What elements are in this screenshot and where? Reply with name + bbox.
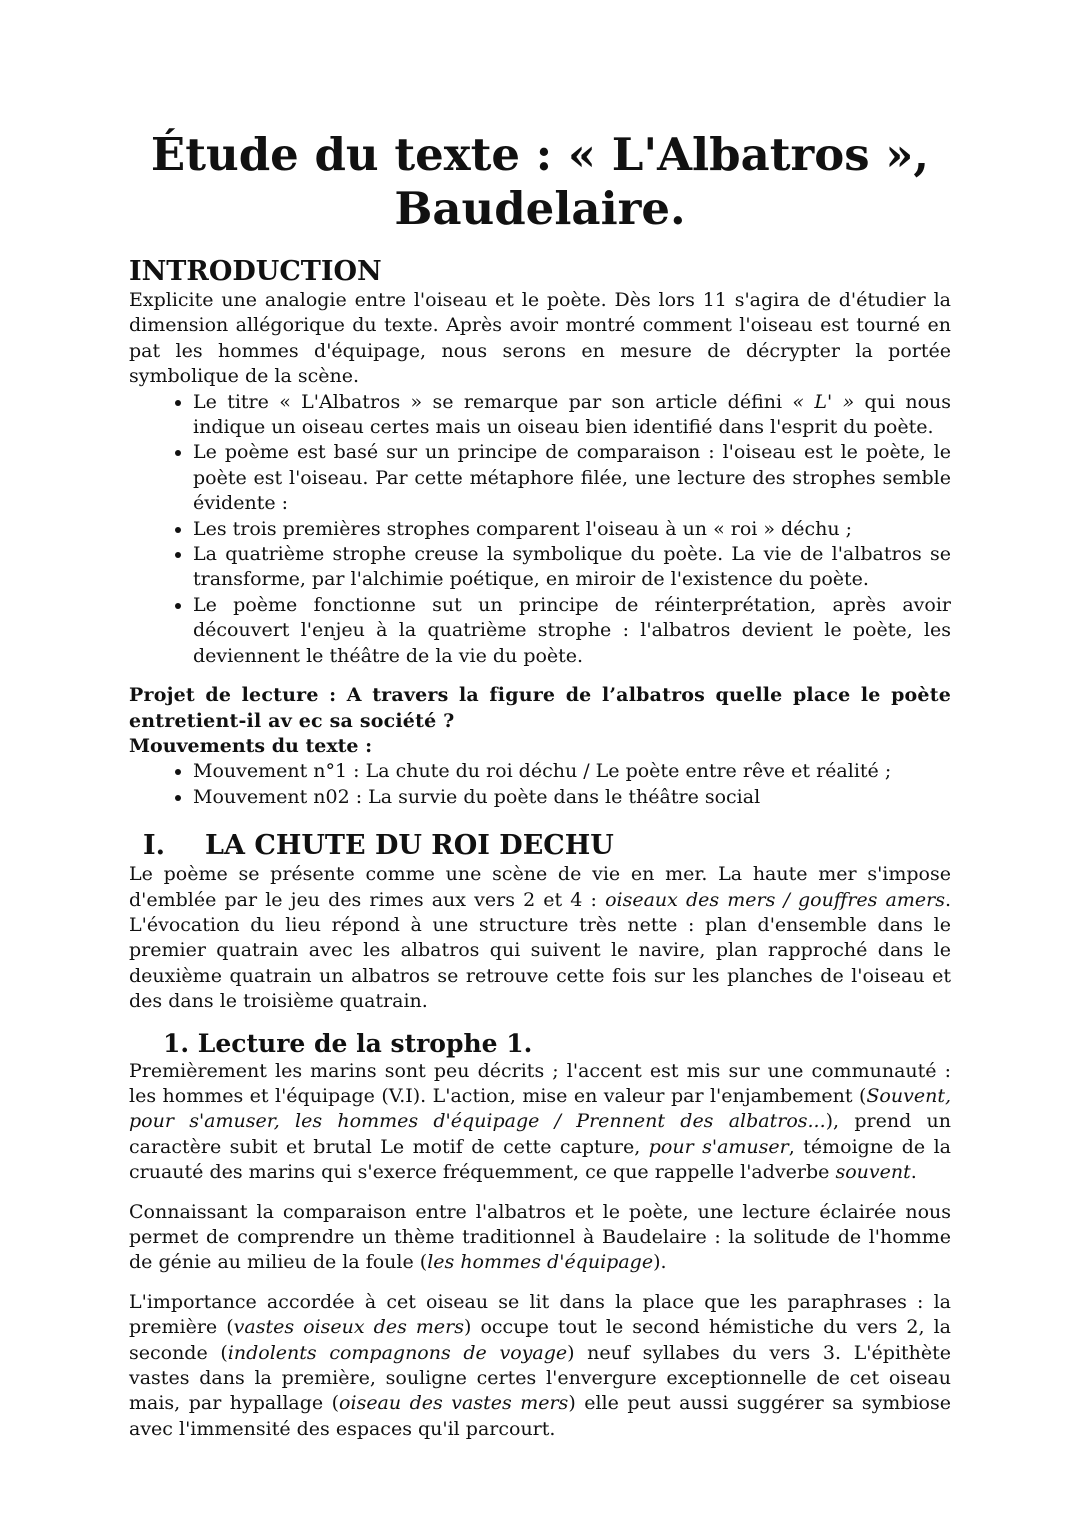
section-heading <box>129 830 951 862</box>
section-number: I. <box>143 830 166 862</box>
list-item: • Le poème fonctionne sut un principe de réinterprétation, après avoir découvert l'enjeu à la quatrième strophe : l'albatros devient le poète, les deviennent le théâtre de la vie du poète. <box>193 593 951 669</box>
section-paragraph: Premièrement les marins sont peu décrits ; l'accent est mis sur une communauté : les hommes et l'équipage (V.I). L'action, mise en valeur par l'enjambement (Souvent, pour s'amuser, les hommes d'équipage / Prennent des albatros...), prend un caractère subit et brutal Le motif de cette capture, pour s'amuser, témoigne de la cruauté des marins qui s'exerce fréquemment, ce que rappelle l'adverbe souvent. <box>129 1059 951 1184</box>
introduction-paragraph: Explicite une analogie entre l'oiseau et le poète. Dès lors 11 s'agira de d'étudier la dimension allégorique du texte. Après avoir montré comment l'oiseau est tourné en pat les hommes d'équipage, nous serons en mesure de décrypter la portée symbolique de la scène. <box>129 289 951 388</box>
list-item: • Mouvement n02 : La survie du poète dans le théâtre social <box>193 785 951 810</box>
section-paragraph: Le poème se présente comme une scène de vie en mer. La haute mer s'impose d'emblée par le jeu des rimes aux vers 2 et 4 : oiseaux des mers / gouffres amers. L'évocation du lieu répond à une structure très nette : plan d'ensemble dans le premier quatrain avec les albatros qui suivent le navire, plan rapproché dans le deuxième quatrain un albatros se retrouve cette fois sur les planches de l'oiseau et des dans le troisième quatrain. <box>129 863 951 1013</box>
list-item: • Mouvement n°1 : La chute du roi déchu / Le poète entre rêve et réalité ; <box>193 759 951 784</box>
reading-project: Projet de lecture : A travers la figure de l’albatros quelle place le poète entretient-il av ec sa société ? <box>129 684 951 732</box>
document-page <box>129 128 951 1442</box>
list-item: • La quatrième strophe creuse la symbolique du poète. La vie de l'albatros se transforme, par l'alchimie poétique, en miroir de l'existence du poète. <box>193 542 951 593</box>
list-item: • Les trois premières strophes comparent l'oiseau à un « roi » déchu ; <box>193 517 951 542</box>
subsection-heading: 1. Lecture de la strophe 1. <box>163 1028 533 1058</box>
section-paragraph: Connaissant la comparaison entre l'albatros et le poète, une lecture éclairée nous permet de comprendre un thème traditionnel à Baudelaire : la solitude de l'homme de génie au milieu de la foule (les hommes d'équipage). <box>129 1200 951 1274</box>
document-title <box>129 128 951 236</box>
section-paragraph: L'importance accordée à cet oiseau se lit dans la place que les paraphrases : la première (vastes oiseux des mers) occupe tout le second hémistiche du vers 2, la seconde (indolents compagnons de voyage) neuf syllabes du vers 3. L'épithète vastes dans la première, souligne certes l'envergure exceptionnelle de cet oiseau mais, par hypallage (oiseau des vastes mers) elle peut aussi suggérer sa symbiose avec l'immensité des espaces qu'il parcourt. <box>129 1290 952 1440</box>
section-title: LA CHUTE DU ROI DECHU <box>205 830 614 862</box>
title-line-2: Baudelaire. <box>394 182 686 235</box>
introduction-list <box>129 390 951 669</box>
list-item: • Le titre « L'Albatros » se remarque par son article défini « L' » qui nous indique un oiseau certes mais un oiseau bien identifié dans l'esprit du poète. <box>193 390 951 441</box>
movements-list <box>129 759 951 810</box>
movements-heading: Mouvements du texte : <box>129 734 373 757</box>
title-line-1: Étude du texte : « L'Albatros », <box>150 128 930 181</box>
list-item: • Le poème est basé sur un principe de comparaison : l'oiseau est le poète, le poète est l'oiseau. Par cette métaphore filée, une lecture des strophes semble évidente : <box>193 440 951 516</box>
introduction-heading: INTRODUCTION <box>129 256 382 287</box>
